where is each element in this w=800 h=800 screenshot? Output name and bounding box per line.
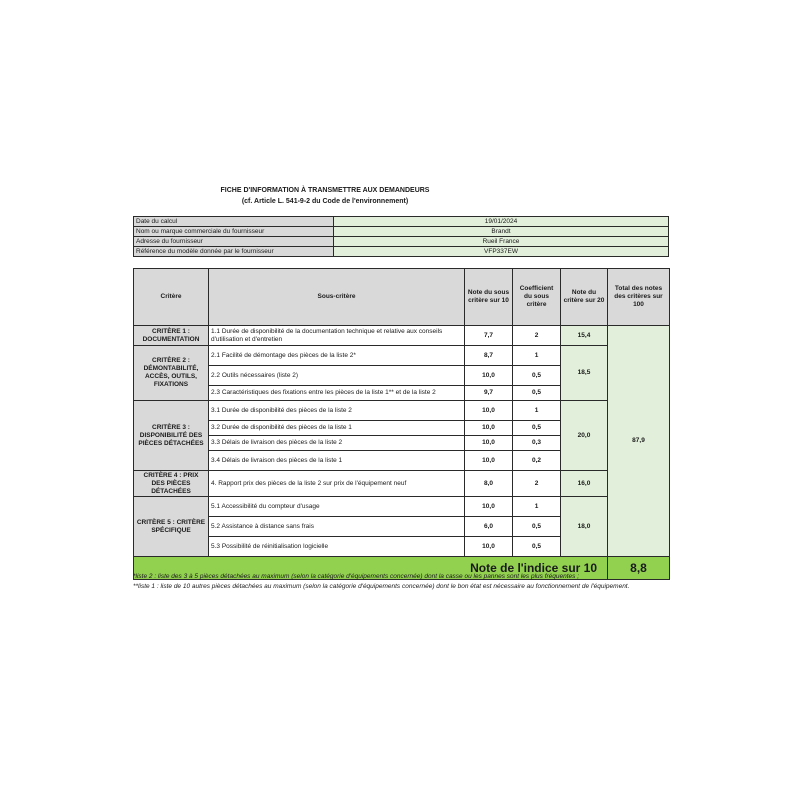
sub-coef: 0,5: [513, 386, 561, 401]
footnote: **liste 1 : liste de 10 autres pièces détachées au maximum (selon la catégorie d'équipements concernée) dont le bon état est nécessaire au fonctionnement de l'équipement.: [133, 583, 630, 590]
info-row: [134, 237, 669, 247]
criterion-note: 16,0: [561, 471, 608, 497]
sub-criterion: 2.3 Caractéristiques des fixations entre les pièces de la liste 1** et de la liste 2: [209, 386, 465, 401]
table-row: [134, 471, 670, 497]
sub-note: 10,0: [465, 537, 513, 557]
sub-criterion: 5.3 Possibilité de réinitialisation logicielle: [209, 537, 465, 557]
sub-criterion: 3.3 Délais de livraison des pièces de la liste 2: [209, 436, 465, 451]
sub-criterion: 2.2 Outils nécessaires (liste 2): [209, 366, 465, 386]
sub-criterion: 3.4 Délais de livraison des pièces de la liste 1: [209, 451, 465, 471]
sub-note: 10,0: [465, 401, 513, 421]
footnote: *liste 2 : liste des 3 à 5 pièces détachées au maximum (selon la catégorie d'équipements concernée) dont la casse ou les pannes sont les plus fréquentes ;: [133, 573, 580, 580]
sub-coef: 2: [513, 471, 561, 497]
sub-note: 6,0: [465, 517, 513, 537]
sub-coef: 1: [513, 346, 561, 366]
info-value: VFP337EW: [334, 247, 669, 257]
sub-coef: 0,3: [513, 436, 561, 451]
info-label: Date du calcul: [134, 217, 334, 227]
sub-note: 10,0: [465, 366, 513, 386]
col-note-sous: Note du sous critère sur 10: [465, 269, 513, 326]
sub-coef: 0,5: [513, 517, 561, 537]
sub-criterion: 3.1 Durée de disponibilité des pièces de la liste 2: [209, 401, 465, 421]
sub-note: 8,7: [465, 346, 513, 366]
sub-note: 10,0: [465, 436, 513, 451]
info-label: Nom ou marque commerciale du fournisseur: [134, 227, 334, 237]
info-label: Adresse du fournisseur: [134, 237, 334, 247]
info-value: Rueil France: [334, 237, 669, 247]
info-row: [134, 227, 669, 237]
table-row: [134, 401, 670, 421]
criterion-note: 18,5: [561, 346, 608, 401]
sub-coef: 0,5: [513, 421, 561, 436]
sub-coef: 2: [513, 326, 561, 346]
criterion-name: CRITÈRE 3 : DISPONIBILITÉ DES PIÈCES DÉTACHÉES: [134, 401, 209, 471]
table-row: [134, 346, 670, 366]
document-subtitle: (cf. Article L. 541-9-2 du Code de l'environnement): [241, 198, 409, 205]
sub-coef: 1: [513, 497, 561, 517]
sub-note: 10,0: [465, 497, 513, 517]
final-score-label: Note de l'indice sur 10: [134, 557, 608, 580]
sub-coef: 0,5: [513, 537, 561, 557]
sub-criterion: 4. Rapport prix des pièces de la liste 2 sur prix de l'équipement neuf: [209, 471, 465, 497]
footnotes: [133, 572, 673, 592]
col-total: Total des notes des critères sur 100: [608, 269, 670, 326]
sub-criterion: 2.1 Facilité de démontage des pièces de la liste 2*: [209, 346, 465, 366]
sub-note: 7,7: [465, 326, 513, 346]
document-header: [200, 185, 450, 207]
total-100: 87,9: [608, 326, 670, 557]
sub-note: 10,0: [465, 421, 513, 436]
criterion-name: CRITÈRE 1 : DOCUMENTATION: [134, 326, 209, 346]
sub-note: 9,7: [465, 386, 513, 401]
sub-coef: 1: [513, 401, 561, 421]
sub-criterion: 3.2 Durée de disponibilité des pièces de la liste 1: [209, 421, 465, 436]
sub-note: 10,0: [465, 451, 513, 471]
info-label: Référence du modèle donnée par le fournisseur: [134, 247, 334, 257]
table-row: [134, 497, 670, 517]
info-value: Brandt: [334, 227, 669, 237]
criterion-note: 20,0: [561, 401, 608, 471]
info-row: [134, 247, 669, 257]
criterion-name: CRITÈRE 4 : PRIX DES PIÈCES DÉTACHÉES: [134, 471, 209, 497]
sub-criterion: 5.1 Accessibilité du compteur d'usage: [209, 497, 465, 517]
sub-criterion: 1.1 Durée de disponibilité de la documentation technique et relative aux conseils d'utilisation et d'entretien: [209, 326, 465, 346]
criterion-note: 15,4: [561, 326, 608, 346]
sub-criterion: 5.2 Assistance à distance sans frais: [209, 517, 465, 537]
criterion-name: CRITÈRE 5 : CRITÈRE SPÉCIFIQUE: [134, 497, 209, 557]
document-title: FICHE D'INFORMATION À TRANSMETTRE AUX DEMANDEURS: [220, 187, 430, 194]
info-value: 19/01/2024: [334, 217, 669, 227]
header-row: [134, 269, 670, 326]
info-table: [133, 216, 669, 257]
info-row: [134, 217, 669, 227]
sub-note: 8,0: [465, 471, 513, 497]
score-table: [133, 268, 670, 580]
sub-coef: 0,2: [513, 451, 561, 471]
table-row: [134, 326, 670, 346]
col-critere: Critère: [134, 269, 209, 326]
sub-coef: 0,5: [513, 366, 561, 386]
col-coef: Coefficient du sous critère: [513, 269, 561, 326]
criterion-note: 18,0: [561, 497, 608, 557]
final-score-value: 8,8: [608, 557, 670, 580]
criterion-name: CRITÈRE 2 : DÉMONTABILITÉ, ACCÈS, OUTILS, FIXATIONS: [134, 346, 209, 401]
col-note-critere: Note du critère sur 20: [561, 269, 608, 326]
col-sous-critere: Sous-critère: [209, 269, 465, 326]
